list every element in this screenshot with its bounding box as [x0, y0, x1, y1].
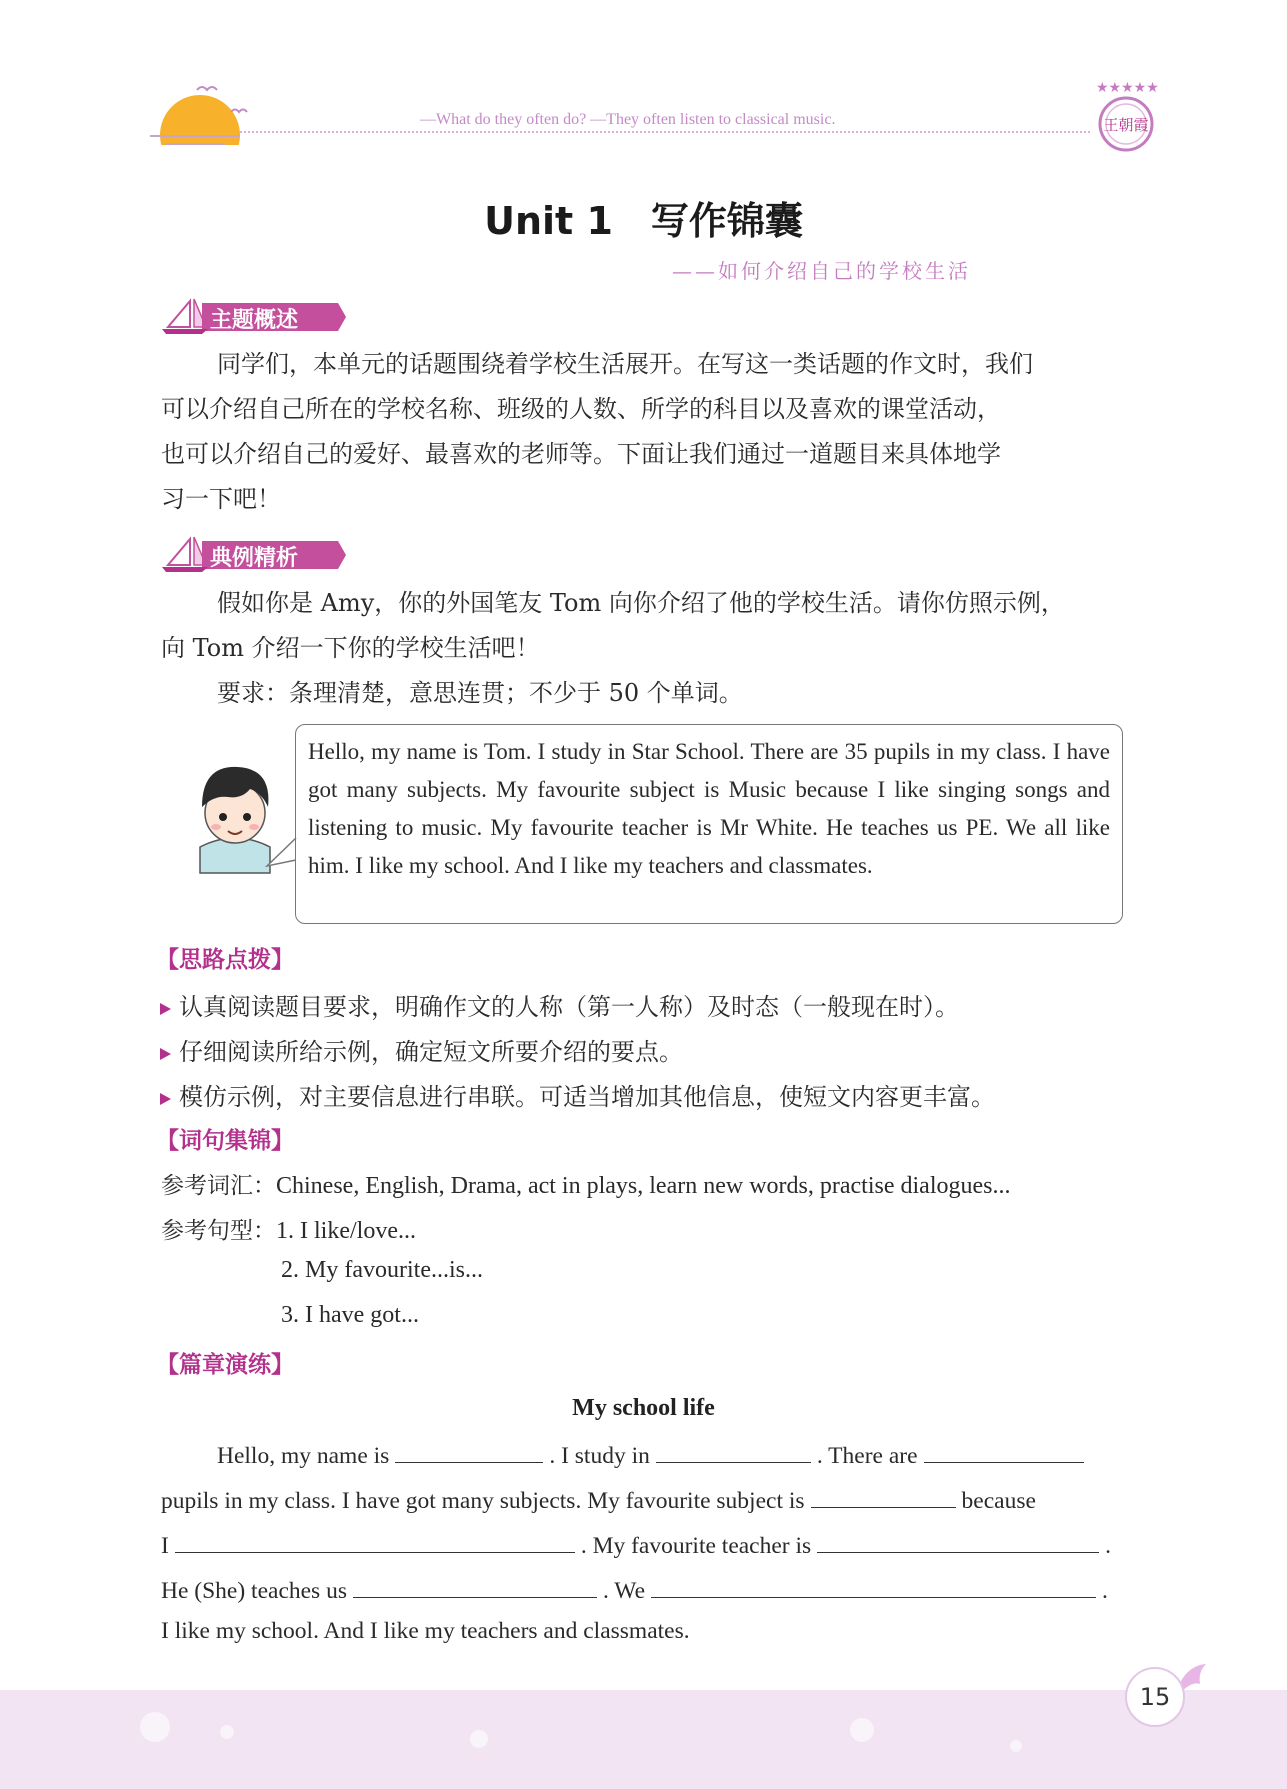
bullet-triangle-icon — [160, 1048, 171, 1060]
practice-heading: 【篇章演练】 — [156, 1352, 294, 1378]
essay-line-1 — [217, 1438, 1090, 1470]
sun-horizon-line — [150, 135, 240, 137]
vocab-text: Chinese, English, Drama, act in plays, learn new words, practise dialogues... — [276, 1173, 1011, 1199]
vocab-label: 参考词汇： — [161, 1173, 276, 1199]
overview-line: 同学们，本单元的话题围绕着学校生活展开。在写这一类话题的作文时，我们 — [217, 350, 1033, 378]
overview-line: 习一下吧！ — [161, 485, 281, 513]
example-line: 假如你是 Amy，你的外国笔友 Tom 向你介绍了他的学校生活。请你仿照示例， — [217, 589, 1065, 617]
essay-line-2 — [161, 1483, 1036, 1515]
pattern-label: 参考句型： — [161, 1218, 276, 1244]
bullet-triangle-icon — [160, 1003, 171, 1015]
header-motto: —What do they often do? —They often listen to classical music. — [420, 111, 836, 128]
sun-horizon-line — [165, 143, 225, 145]
svg-text:王朝霞: 王朝霞 — [1103, 116, 1149, 134]
essay-text: pupils in my class. I have got many subjects. My favourite subject is — [161, 1488, 805, 1514]
blank-school-name[interactable] — [395, 1438, 543, 1463]
tip-item — [160, 987, 959, 1022]
phrases-heading: 【词句集锦】 — [156, 1128, 294, 1154]
essay-text: Hello, my name is — [217, 1443, 390, 1469]
section-tag-overview — [160, 297, 350, 335]
tips-heading: 【思路点拨】 — [156, 947, 294, 973]
example-paragraph — [161, 581, 1161, 626]
bubble-decoration — [850, 1718, 874, 1742]
blank-favourite-subject[interactable] — [811, 1483, 956, 1508]
essay-line-4 — [161, 1573, 1108, 1605]
essay-text: I — [161, 1533, 169, 1559]
requirement-text: 要求：条理清楚，意思连贯；不少于 50 个单词。 — [217, 679, 743, 707]
tip-item — [160, 1032, 683, 1067]
svg-text:★★★★★: ★★★★★ — [1096, 80, 1159, 96]
essay-title: My school life — [572, 1395, 715, 1421]
example-paragraph-cont — [161, 626, 1161, 671]
pattern-line: 3. I have got... — [281, 1302, 419, 1328]
pattern-text: 1. I like/love... — [276, 1218, 416, 1244]
page-number: 15 — [1125, 1667, 1185, 1727]
overview-line: 可以介绍自己所在的学校名称、班级的人数、所学的科目以及喜欢的课堂活动， — [161, 395, 1001, 423]
overview-paragraph — [161, 342, 1161, 387]
blank-school[interactable] — [656, 1438, 811, 1463]
essay-text: . There are — [816, 1443, 918, 1469]
essay-text: . My favourite teacher is — [580, 1533, 812, 1559]
page-title: Unit 1 写作锦囊 — [484, 199, 803, 243]
overview-paragraph-cont — [161, 387, 1161, 522]
essay-text: . — [1105, 1533, 1112, 1559]
bubble-decoration — [140, 1712, 170, 1742]
footer-band — [0, 1690, 1287, 1789]
blank-favourite-teacher[interactable] — [817, 1528, 1099, 1553]
section-tag-example — [160, 535, 350, 573]
bullet-triangle-icon — [160, 1093, 171, 1105]
bird-icon — [195, 82, 255, 122]
example-line: 向 Tom 介绍一下你的学校生活吧！ — [161, 634, 540, 662]
essay-line-3 — [161, 1528, 1111, 1560]
essay-text: because — [961, 1488, 1036, 1514]
tip-text: 认真阅读题目要求，明确作文的人称（第一人称）及时态（一般现在时）。 — [179, 993, 959, 1021]
bubble-decoration — [470, 1730, 488, 1748]
tip-text: 模仿示例，对主要信息进行串联。可适当增加其他信息，使短文内容更丰富。 — [179, 1083, 995, 1111]
tip-item — [160, 1077, 995, 1112]
essay-text: . — [1102, 1578, 1108, 1604]
essay-line-5: I like my school. And I like my teachers and classmates. — [161, 1618, 690, 1644]
header-divider — [240, 131, 1090, 133]
requirement — [217, 671, 1217, 716]
vocab-line — [161, 1167, 1010, 1200]
pattern-line — [161, 1212, 416, 1245]
bubble-decoration — [220, 1725, 234, 1739]
overview-line: 也可以介绍自己的爱好、最喜欢的老师等。下面让我们通过一道题目来具体地学 — [161, 440, 1001, 468]
bubble-decoration — [1010, 1740, 1022, 1752]
essay-text: . We — [602, 1578, 646, 1604]
essay-text: He (She) teaches us — [161, 1578, 347, 1604]
blank-teacher-subject[interactable] — [353, 1573, 597, 1598]
speech-tail — [265, 838, 299, 872]
blank-pupil-count[interactable] — [924, 1438, 1084, 1463]
blank-reason[interactable] — [175, 1528, 575, 1553]
publisher-logo — [1090, 78, 1162, 160]
pattern-line: 2. My favourite...is... — [281, 1257, 483, 1283]
essay-text: . I study in — [549, 1443, 650, 1469]
tip-text: 仔细阅读所给示例，确定短文所要介绍的要点。 — [179, 1038, 683, 1066]
section-tag-label: 典例精析 — [210, 546, 299, 571]
blank-we[interactable] — [651, 1573, 1096, 1598]
page-subtitle: ——如何介绍自己的学校生活 — [672, 259, 971, 283]
speech-bubble: Hello, my name is Tom. I study in Star School. There are 35 pupils in my class. I have got many subjects. My favourite subject is Music because I like singing songs and listening to music. My favourite teacher is Mr White. He teaches us PE. We all like him. I like my school. And I like my teachers and classmates. — [295, 724, 1123, 924]
section-tag-label: 主题概述 — [210, 308, 299, 333]
